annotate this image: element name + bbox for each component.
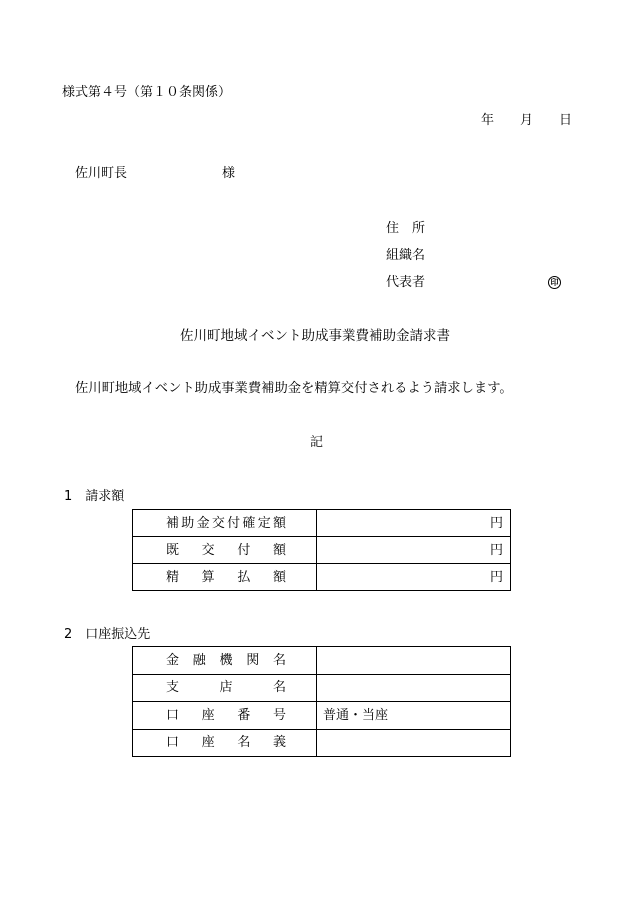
row-label: 補助金交付確定額 [166,515,286,531]
yen-unit: 円 [489,542,503,558]
row-label-cell [133,647,317,675]
request-statement: 佐川町地域イベント助成事業費補助金を精算交付されるよう請求します。 [75,381,513,396]
table-row [133,537,511,564]
table-row [133,647,511,675]
row-label-cell [133,729,317,757]
representative-label: 代表者 [386,275,426,290]
row-label-cell [133,564,317,591]
yen-unit: 円 [489,569,503,585]
addressee-honorific: 様 [222,166,236,181]
row-label: 口 座 番 号 [166,707,286,723]
amount-cell [317,510,511,537]
section1-heading: 1 請求額 [64,489,125,504]
account-type-options: 普通・当座 [323,707,389,723]
amount-cell [317,564,511,591]
table-row [133,674,511,702]
section2-heading: 2 口座振込先 [64,627,151,642]
document-title: 佐川町地域イベント助成事業費補助金請求書 [180,328,450,344]
table-row [133,702,511,730]
addressee-name: 佐川町長 [75,166,128,181]
row-label: 精 算 払 額 [166,569,286,585]
row-label: 口 座 名 義 [166,735,286,751]
claim-amount-table [132,509,511,591]
amount-cell [317,537,511,564]
row-label: 金 融 機 関 名 [166,652,286,668]
value-cell [317,674,511,702]
row-label: 既 交 付 額 [166,542,286,558]
organization-label: 組織名 [386,248,426,263]
yen-unit: 円 [489,515,503,531]
value-cell [317,702,511,730]
table-row [133,729,511,757]
table-row [133,564,511,591]
row-label: 支 店 名 [166,680,286,696]
row-label-cell [133,674,317,702]
row-label-cell [133,702,317,730]
value-cell [317,647,511,675]
table-row [133,510,511,537]
seal-mark-icon: 印 [548,276,561,289]
bank-account-table [132,646,511,757]
form-number: 様式第４号（第１０条関係） [62,85,232,100]
value-cell [317,729,511,757]
date-line: 年 月 日 [481,113,573,128]
note-heading: 記 [310,435,324,450]
address-label: 住 所 [386,221,426,236]
row-label-cell [133,537,317,564]
row-label-cell [133,510,317,537]
